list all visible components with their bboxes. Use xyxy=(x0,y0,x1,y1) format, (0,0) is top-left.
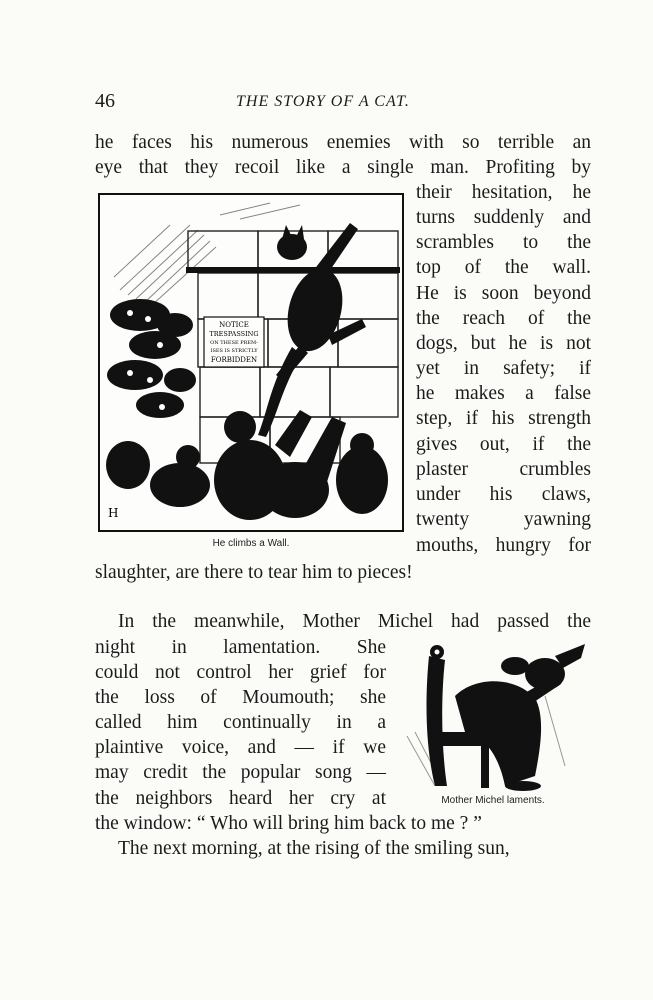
text-line: their hesitation, he xyxy=(416,182,591,203)
text-line: He is soon beyond xyxy=(416,283,591,304)
text-line: mouths, hungry for xyxy=(416,535,591,556)
artist-signature: H xyxy=(108,506,119,520)
text-line: step, if his strength xyxy=(416,408,591,429)
text-line: dogs, but he is not xyxy=(416,333,591,354)
text-line: twenty yawning xyxy=(416,509,591,530)
text-line: may credit the popular song — xyxy=(95,762,386,783)
sign-line: ON THESE PREM- xyxy=(210,340,258,346)
laments-illustration-art xyxy=(395,636,591,794)
text-line: he faces his numerous enemies with so terrible an xyxy=(95,132,591,153)
text-line: turns suddenly and xyxy=(416,207,591,228)
text-line: he makes a false xyxy=(416,383,591,404)
text-line: the neighbors heard her cry at xyxy=(95,788,386,809)
text-line: the loss of Moumouth; she xyxy=(95,687,386,708)
text-line: night in lamentation. She xyxy=(95,637,386,658)
text-line: scrambles to the xyxy=(416,232,591,253)
paragraph-start: The next morning, at the rising of the smiling sun, xyxy=(118,838,510,859)
illustration-mother-michel xyxy=(395,636,591,794)
running-title: THE STORY OF A CAT. xyxy=(236,93,410,110)
text-line: could not control her grief for xyxy=(95,662,386,683)
text-line: slaughter, are there to tear him to pieces! xyxy=(95,562,413,583)
text-line: called him continually in a xyxy=(95,712,386,733)
sign-line: FORBIDDEN xyxy=(210,356,258,364)
text-line: plaintive voice, and — if we xyxy=(95,737,386,758)
text-line: gives out, if the xyxy=(416,434,591,455)
paragraph-start: In the meanwhile, Mother Michel had passed the xyxy=(118,611,591,632)
figure-caption: Mother Michel laments. xyxy=(441,795,545,806)
illustration-cat-climbing-wall xyxy=(98,193,404,532)
figure-caption: He climbs a Wall. xyxy=(212,538,290,549)
climb-illustration-art xyxy=(100,195,402,530)
text-line: eye that they recoil like a single man. Profiting by xyxy=(95,157,591,178)
text-line: under his claws, xyxy=(416,484,591,505)
sign-line: ISES IS STRICTLY xyxy=(210,348,258,354)
sign-line: TRESPASSING xyxy=(209,330,259,338)
text-line: top of the wall. xyxy=(416,257,591,278)
text-line: yet in safety; if xyxy=(416,358,591,379)
text-line: the reach of the xyxy=(416,308,591,329)
sign-line: NOTICE xyxy=(219,321,249,329)
page-number: 46 xyxy=(95,90,115,112)
text-line: plaster crumbles xyxy=(416,459,591,480)
text-line: the window: “ Who will bring him back to me ? ” xyxy=(95,813,482,834)
